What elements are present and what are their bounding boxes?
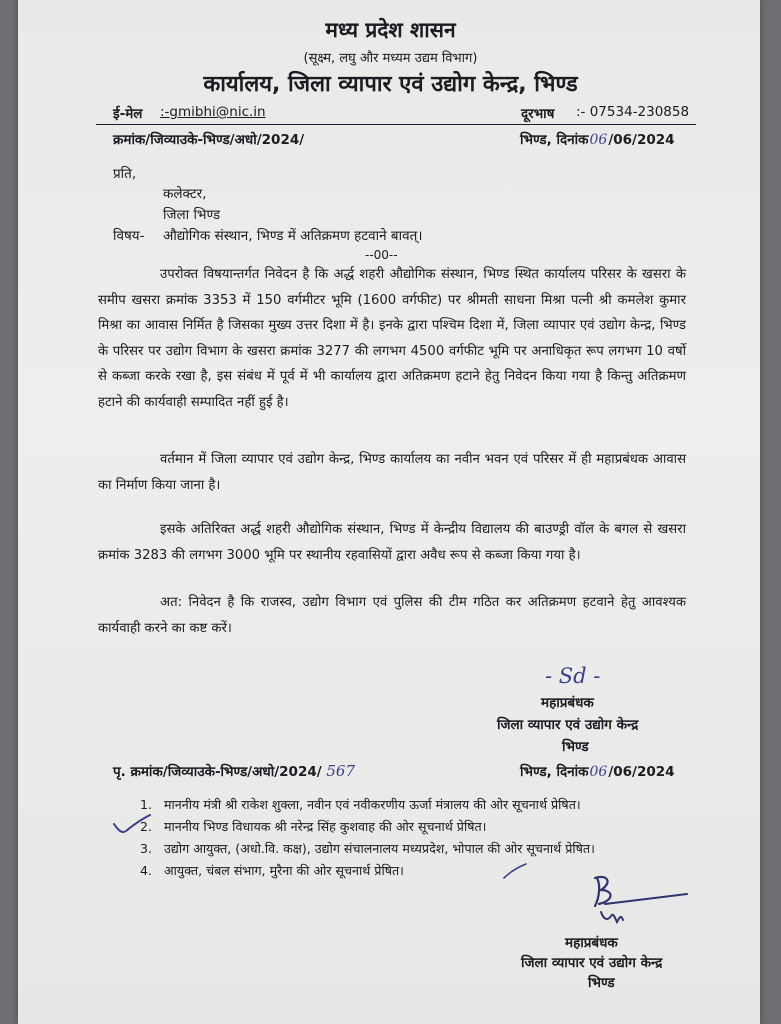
signature-2-title: महाप्रबंधक: [565, 935, 618, 951]
copy-item: 3. उद्योग आयुक्त, (अधो.वि. कक्ष), उद्योग संचालनालय मध्यप्रदेश, भोपाल की ओर सूचनार्थ प्रेषित।: [140, 841, 595, 856]
handwritten-pen-mark: [500, 862, 530, 882]
date-prefix: भिण्ड, दिनांक: [520, 132, 589, 148]
handwritten-tick-mark: [112, 812, 152, 836]
date-suffix: /06/2024: [608, 132, 675, 148]
paragraph-4-text: अत: निवेदन है कि राजस्व, उद्योग विभाग एवं पुलिस की टीम गठित कर अतिक्रमण हटवाने हेतु आवश्यक कार्यवाही करने का कष्ट करें।: [98, 595, 686, 636]
copy-item: 2. माननीय भिण्ड विधायक श्री नरेन्द्र सिंह कुशवाह की ओर सूचनार्थ प्रेषित।: [140, 819, 487, 834]
reference-number: क्रमांक/जिव्याउके-भिण्ड/अधो/2024/: [113, 132, 305, 148]
header-rule: [96, 124, 696, 125]
endorsement-number: [113, 762, 355, 780]
addressee-line-2: जिला भिण्ड: [163, 207, 221, 223]
endorsement-date: [520, 762, 675, 780]
phone-value: :- 07534-230858: [576, 104, 690, 120]
govt-heading: मध्य प्रदेश शासन: [325, 18, 456, 42]
date-day-handwritten: 06: [589, 132, 608, 148]
email-value: :-gmibhi@nic.in: [160, 104, 266, 120]
subject-label: विषय-: [113, 228, 145, 244]
department-subheading: (सूक्ष्म, लघु और मध्यम उद्यम विभाग): [303, 51, 478, 66]
endorsement-number-handwritten: 567: [326, 762, 356, 780]
handwritten-initials: [583, 872, 693, 932]
reference-date: [520, 130, 675, 148]
subject-text: औद्योगिक संस्थान, भिण्ड में अतिक्रमण हटवाने बावत्।: [163, 228, 423, 244]
signature-2-place: भिण्ड: [588, 975, 615, 991]
signature-1-place: भिण्ड: [562, 739, 589, 755]
body-paragraph-2: [98, 447, 686, 498]
endorsement-date-prefix: भिण्ड, दिनांक: [520, 764, 589, 780]
body-paragraph-3: [98, 517, 686, 568]
addressee-line-1: कलेक्टर,: [163, 186, 207, 202]
office-heading: कार्यालय, जिला व्यापार एवं उद्योग केन्द्र, भिण्ड: [203, 72, 578, 97]
signature-2-office: जिला व्यापार एवं उद्योग केन्द्र: [521, 955, 663, 971]
paragraph-2-text: वर्तमान में जिला व्यापार एवं उद्योग केन्द्र, भिण्ड कार्यालय का नवीन भवन एवं परिसर में ही महाप्रबंधक आवास का निर्माण किया जाना है।: [98, 452, 686, 493]
copy-item: 4. आयुक्त, चंबल संभाग, मुरैना की ओर सूचनार्थ प्रेषित।: [140, 863, 404, 878]
prati-label: प्रति,: [113, 166, 137, 182]
phone-label: दूरभाष: [521, 106, 555, 122]
paragraph-1-text: उपरोक्त विषयान्तर्गत निवेदन है कि अर्द्ध शहरी औद्योगिक संस्थान, भिण्ड स्थित कार्यालय परिसर के खसरा के समीप खसरा क्रमांक 3353 में 150 वर्गमीटर भूमि (1600 वर्गफीट) पर श्रीमती साधना मिश्रा पत्नी श्री कमलेश कुमार मिश्रा का आवास निर्मित है जिसका मुख्य उत्तर दिशा में है। इनके द्वारा पश्चिम दिशा में, जिला व्यापार एवं उद्योग केन्द्र, भिण्ड के परिसर पर उद्योग विभाग के खसरा क्रमांक 3277 की लगभग 4500 वर्गफीट भूमि पर अनाधिकृत रूप लगभग 10 वर्षो से कब्जा करके रखा है, इस संबंध में पूर्व में भी कार्यालय द्वारा अतिक्रमण हटाने हेतु निवेदन किया गया है किन्तु अतिक्रमण हटाने की कार्यवाही सम्पादित नहीं हुई है।: [98, 267, 686, 410]
body-paragraph-1: [98, 262, 686, 416]
email-label: ई-मेल: [113, 106, 143, 122]
paragraph-3-text: इसके अतिरिक्त अर्द्ध शहरी औद्योगिक संस्थान, भिण्ड में केन्द्रीय विद्यालय की बाउण्ड्री वॉल के बगल से खसरा क्रमांक 3283 की लगभग 3000 भूमि पर स्थानीय रहवासियों द्वारा अवैध रूप से कब्जा किया गया है।: [98, 522, 686, 563]
body-paragraph-4: [98, 590, 686, 641]
endorsement-date-day-handwritten: 06: [589, 764, 608, 780]
copy-item: 1. माननीय मंत्री श्री राकेश शुक्ला, नवीन एवं नवीकरणीय ऊर्जा मंत्रालय की ओर सूचनार्थ प्रेषित।: [140, 797, 581, 812]
endorsement-date-suffix: /06/2024: [608, 764, 675, 780]
endorsement-number-text: पृ. क्रमांक/जिव्याउके-भिण्ड/अधो/2024/: [113, 764, 322, 780]
signature-1-office: जिला व्यापार एवं उद्योग केन्द्र: [497, 717, 639, 733]
separator: --00--: [365, 248, 398, 262]
signature-1-title: महाप्रबंधक: [541, 695, 594, 711]
sd-signature: - Sd -: [545, 664, 601, 688]
